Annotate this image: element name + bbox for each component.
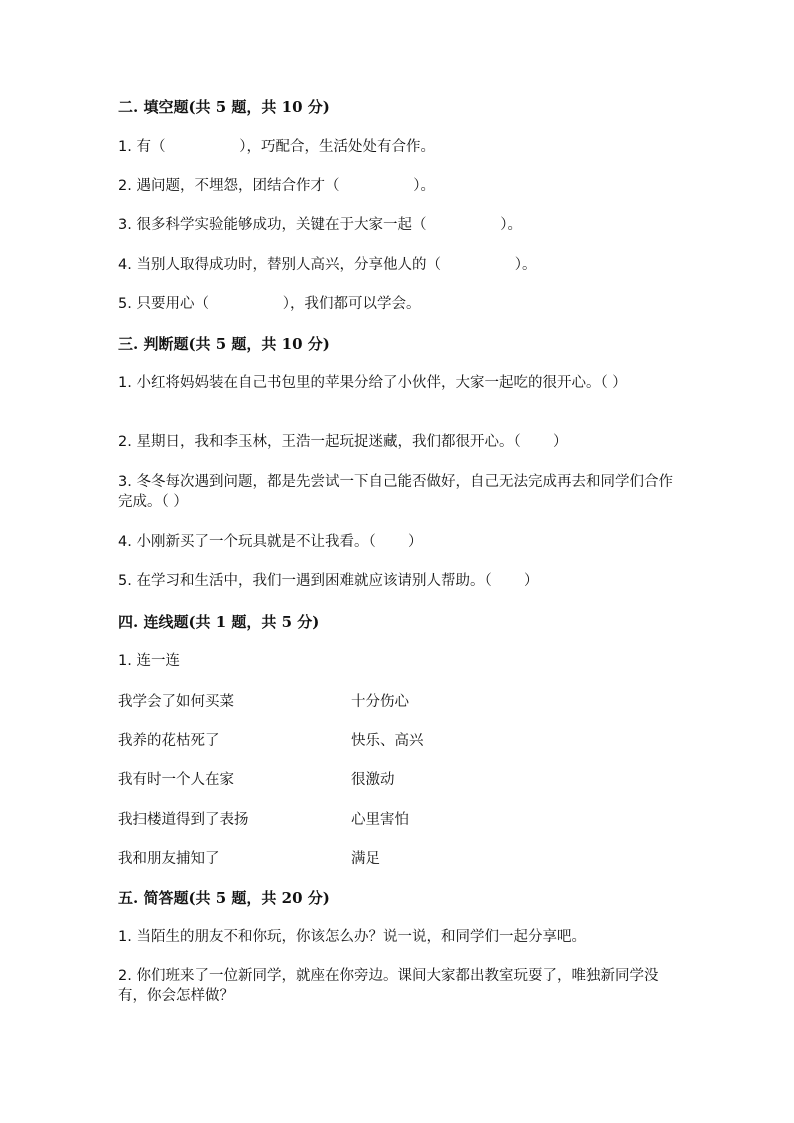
judge-question-4: 4. 小刚新买了一个玩具就是不让我看。（ ） bbox=[118, 534, 423, 550]
match-right-item: 满足 bbox=[351, 851, 380, 867]
match-right-item: 快乐、高兴 bbox=[351, 733, 424, 749]
fill-question-1: 1. 有（ ），巧配合，生活处处有合作。 bbox=[118, 139, 435, 155]
judge-question-2: 2. 星期日，我和李玉林，王浩一起玩捉迷藏，我们都很开心。（ ） bbox=[118, 434, 568, 450]
match-left-item: 我养的花枯死了 bbox=[118, 733, 220, 749]
judge-question-5: 5. 在学习和生活中，我们一遇到困难就应该请别人帮助。（ ） bbox=[118, 573, 539, 589]
section-heading-match: 四. 连线题(共 1 题，共 5 分) bbox=[118, 613, 320, 631]
match-left-item: 我学会了如何买菜 bbox=[118, 694, 234, 710]
match-right-item: 很激动 bbox=[351, 772, 395, 788]
fill-question-4: 4. 当别人取得成功时，替别人高兴，分享他人的（ ）。 bbox=[118, 257, 537, 273]
short-question-2: 2. 你们班来了一位新同学，就座在你旁边。课间大家都出教室玩耍了，唯独新同学没有，你会怎样做？ bbox=[118, 968, 659, 1004]
section-heading-judge: 三. 判断题(共 5 题，共 10 分) bbox=[118, 335, 330, 353]
section-heading-fill: 二. 填空题(共 5 题，共 10 分) bbox=[118, 98, 330, 116]
fill-question-3: 3. 很多科学实验能够成功，关键在于大家一起（ ）。 bbox=[118, 217, 522, 233]
judge-question-3: 3. 冬冬每次遇到问题，都是先尝试一下自己能否做好，自己无法完成再去和同学们合作完成。（ ） bbox=[118, 474, 673, 510]
match-right-item: 十分伤心 bbox=[351, 694, 409, 710]
match-left-item: 我有时一个人在家 bbox=[118, 772, 234, 788]
match-right-item: 心里害怕 bbox=[351, 812, 409, 828]
match-left-item: 我扫楼道得到了表扬 bbox=[118, 812, 249, 828]
short-question-1: 1. 当陌生的朋友不和你玩，你该怎么办？说一说，和同学们一起分享吧。 bbox=[118, 929, 586, 945]
section-heading-short: 五. 简答题(共 5 题，共 20 分) bbox=[118, 889, 330, 907]
judge-question-1: 1. 小红将妈妈装在自己书包里的苹果分给了小伙伴，大家一起吃的很开心。（ ） bbox=[118, 375, 627, 391]
match-left-item: 我和朋友捕知了 bbox=[118, 851, 220, 867]
fill-question-2: 2. 遇问题，不埋怨，团结合作才（ ）。 bbox=[118, 178, 435, 194]
fill-question-5: 5. 只要用心（ ），我们都可以学会。 bbox=[118, 296, 421, 312]
match-prompt: 1. 连一连 bbox=[118, 653, 180, 669]
